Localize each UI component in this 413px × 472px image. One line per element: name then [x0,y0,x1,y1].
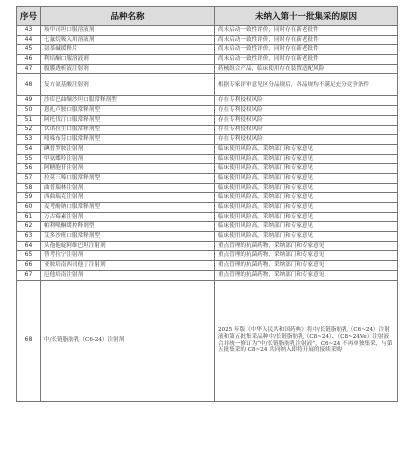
row-number: 46 [17,55,41,65]
row-number: 47 [17,64,41,74]
row-number: 49 [17,96,41,106]
table-row [17,261,398,271]
exclusion-reason: 存在专利侵权风险 [215,115,398,125]
drug-name: 厄他培南注射剂 [41,270,215,280]
exclusion-reason: 存在专利侵权风险 [215,106,398,116]
table-header-row [17,7,398,26]
exclusion-reason: 根据专家评审意见区分品规后，各品规均不满足充分竞争条件 [215,74,398,96]
table-row [17,26,398,36]
exclusion-reason: 尚未启动一致性评价，同时存在新老批件 [215,45,398,55]
row-number: 51 [17,115,41,125]
drug-name: 吲哚布芬口服常释剂型 [41,135,215,145]
table-row [17,55,398,65]
drug-name: 氨茶碱缓释片 [41,45,215,55]
row-number: 50 [17,106,41,116]
row-number: 61 [17,212,41,222]
row-number: 45 [17,45,41,55]
table-row [17,212,398,222]
table-row [17,115,398,125]
table-row [17,203,398,213]
drug-name: 替考拉宁注射剂 [41,251,215,261]
row-number: 68 [17,280,41,401]
table-row [17,193,398,203]
table-row [17,135,398,145]
table-row [17,64,398,74]
table-row [17,154,398,164]
exclusion-reason: 重点管理的抗菌药物，采纳部门和专家意见 [215,251,398,261]
exclusion-reason: 临床使用风险高，采纳部门和专家意见 [215,164,398,174]
exclusion-reason: 存在专利侵权风险 [215,96,398,106]
exclusion-reason: 重点管理的抗菌药物，采纳部门和专家意见 [215,241,398,251]
drug-name: 亚胺培南西司他丁注射剂 [41,261,215,271]
exclusion-reason: 临床使用风险高，采纳部门和专家意见 [215,203,398,213]
header-name: 品种名称 [41,7,215,26]
drug-name: 万古霉素注射剂 [41,212,215,222]
exclusion-reason: 临床使用风险高，采纳部门和专家意见 [215,183,398,193]
exclusion-reason: 尚未启动一致性评价，同时存在新老批件 [215,26,398,36]
drug-name: 沙库巴曲缬沙坦口服常释剂型 [41,96,215,106]
row-number: 66 [17,261,41,271]
row-number: 43 [17,26,41,36]
drug-name: 曲普瑞林注射剂 [41,183,215,193]
exclusion-reason: 临床使用风险高，采纳部门和专家意见 [215,173,398,183]
exclusion-reason: 临床使用风险高，采纳部门和专家意见 [215,193,398,203]
exclusion-reason: 临床使用风险高，采纳部门和专家意见 [215,212,398,222]
row-number: 52 [17,125,41,135]
drug-name: 艾多沙班口服常释剂型 [41,232,215,242]
drug-name: 七氟烷吸入用溶液剂 [41,35,215,45]
header-reason: 未纳入第十一批集采的原因 [215,7,398,26]
exclusion-reason: 存在专利侵权风险 [215,125,398,135]
drug-name: 阿托伐汀口服常释剂型 [41,115,215,125]
drug-name: 头孢他啶阿维巴坦注射剂 [41,241,215,251]
drug-name: 腹膜透析液注射剂 [41,64,215,74]
drug-name: 利培酮口服溶液剂 [41,55,215,65]
row-number: 48 [17,74,41,96]
drug-name: 碘普罗胺注射剂 [41,144,215,154]
table-row [17,106,398,116]
drug-name: 帕利哌酮缓控释剂型 [41,222,215,232]
table-row [17,183,398,193]
table-row [17,144,398,154]
drug-name: 西曲瑞克注射剂 [41,193,215,203]
drug-name: 恩扎卢胺口服常释剂型 [41,106,215,116]
table-row [17,74,398,96]
exclusion-reason: 尚未启动一致性评价，同时存在新老批件 [215,55,398,65]
table-row [17,232,398,242]
table-row [17,45,398,55]
drug-name: 麦考酚钠口服常释剂型 [41,203,215,213]
exclusion-reason: 重点管理的抗菌药物，采纳部门和专家意见 [215,261,398,271]
row-number: 63 [17,232,41,242]
table-row [17,270,398,280]
row-number: 53 [17,135,41,145]
exclusion-reason: 临床使用风险高，采纳部门和专家意见 [215,154,398,164]
table-row [17,241,398,251]
exclusion-reason: 存在专利侵权风险 [215,135,398,145]
table-row [17,35,398,45]
row-number: 55 [17,154,41,164]
exclusion-reason: 临床使用风险高，采纳部门和专家意见 [215,144,398,154]
row-number: 56 [17,164,41,174]
drug-name: 甲氨蝶呤注射剂 [41,154,215,164]
drug-name: 羧甲司坦口服溶液剂 [41,26,215,36]
exclusion-reason: 临床使用风险高，采纳部门和专家意见 [215,222,398,232]
row-number: 58 [17,183,41,193]
table-row [17,173,398,183]
table-row [17,251,398,261]
row-number: 62 [17,222,41,232]
table-row [17,125,398,135]
table-row [17,222,398,232]
header-no: 序号 [17,7,41,26]
drug-name: 中/长链脂肪乳（C6-24）注射剂 [41,280,215,401]
row-number: 59 [17,193,41,203]
exclusion-reason: 2025 年版《中华人民共和国药典》将中/长链脂肪乳（C6~24）注射液和第五批集采品种中/长链脂肪乳（C8~24）、（C8~24Ve）注射液合并统一修订为“中/长链脂肪乳注射液”，C6~24 不再单独集采，与第五批集采的 C8~24 共同纳入即将开展的接续采购 [215,280,398,401]
document-table-container [16,6,397,402]
table-row [17,164,398,174]
exclusion-reason: 药械组合产品，临床使用存在装置适配风险 [215,64,398,74]
table-row [17,280,398,401]
row-number: 67 [17,270,41,280]
exclusion-reason: 重点管理的抗菌药物，采纳部门和专家意见 [215,270,398,280]
row-number: 44 [17,35,41,45]
row-number: 60 [17,203,41,213]
row-number: 65 [17,251,41,261]
row-number: 64 [17,241,41,251]
drug-name: 阿糖胞苷注射剂 [41,164,215,174]
drug-name: 复方氨基酸注射剂 [41,74,215,96]
excluded-drugs-table [16,6,398,402]
drug-name: 拉莫三嗪口服常释剂型 [41,173,215,183]
row-number: 57 [17,173,41,183]
row-number: 54 [17,144,41,154]
table-row [17,96,398,106]
drug-name: 伏诺拉生口服常释剂型 [41,125,215,135]
exclusion-reason: 尚未启动一致性评价，同时存在新老批件 [215,35,398,45]
exclusion-reason: 临床使用风险高，采纳部门和专家意见 [215,232,398,242]
